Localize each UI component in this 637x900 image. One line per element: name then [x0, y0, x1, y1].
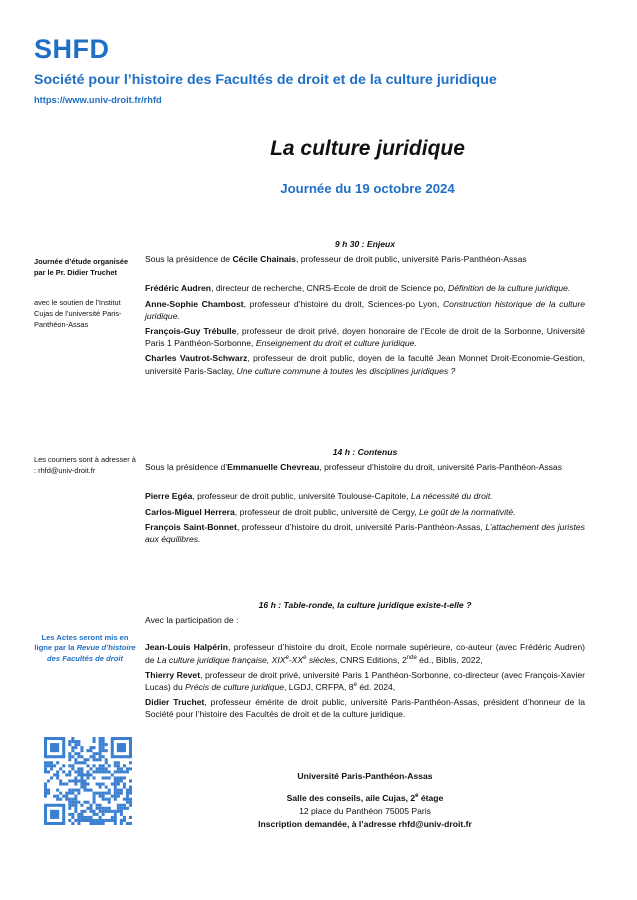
participant-role: , professeur d’histoire du droit, Ecole normale supérieure, co-auteur (avec Frédéric Audren) de — [145, 642, 585, 665]
book-title — [157, 655, 335, 665]
talk-title: Enseignement du droit et culture juridique. — [255, 338, 417, 349]
publication-info: , CNRS Editions, 2 — [335, 654, 407, 665]
talk-title: Définition de la culture juridique. — [448, 283, 571, 294]
speaker-name: François-Guy Trébulle — [145, 326, 237, 337]
talk-title: Le goût de la normativité. — [419, 506, 516, 517]
participant-name: Jean-Louis Halpérin — [145, 642, 229, 653]
superscript: e — [415, 793, 419, 800]
publication-info: éd. 2024, — [356, 682, 396, 693]
room-text: Salle des conseils, aile Cujas, 2 — [286, 793, 416, 803]
registration-note: Inscription demandée, à l’adresse rhfd@univ-droit.fr — [258, 819, 472, 829]
society-url[interactable]: https://www.univ-droit.fr/rhfd — [34, 95, 162, 105]
speaker-name: Charles Vautrot-Schwarz — [145, 353, 248, 364]
participant — [145, 641, 585, 665]
qr-code-icon[interactable] — [44, 737, 132, 825]
session-enjeux — [145, 238, 585, 377]
chair-post: , professeur d’histoire du droit, université Paris-Panthéon-Assas — [319, 462, 563, 473]
participant — [145, 669, 585, 693]
speaker — [145, 490, 585, 502]
publication-info: , LGDJ, CRFPA, 8 — [284, 682, 354, 693]
session-chair — [145, 461, 585, 473]
book-title-part: -XX — [288, 654, 304, 665]
publication-info: éd., Biblis, 2022, — [416, 654, 483, 665]
chair-pre: Sous la présidence d’ — [145, 462, 228, 473]
speaker-role: , professeur de droit privé, doyen honoraire de l’Ecole de droit de la Sorbonne, Université Paris 1 Panthéon-Sorbonne, — [145, 326, 586, 349]
book-title-part: La culture juridique française, XIX — [156, 654, 286, 665]
session-chair — [145, 253, 585, 265]
superscript: e — [353, 682, 357, 689]
sidebar-actes-note — [34, 633, 136, 664]
society-full-name: Société pour l’histoire des Facultés de droit et de la culture juridique — [34, 72, 497, 88]
speaker — [145, 506, 585, 518]
participant-name: Didier Truchet — [145, 697, 205, 708]
venue-footer — [145, 770, 585, 831]
book-title-part: siècles — [306, 654, 336, 665]
speaker — [145, 298, 585, 322]
session-intro: Avec la participation de : — [145, 615, 239, 626]
superscript: e — [285, 654, 289, 661]
speaker-role: , directeur de recherche, CNRS-Ecole de droit de Science po, — [211, 283, 448, 294]
speaker-name: François Saint-Bonnet — [145, 521, 237, 532]
book-title: Précis de culture juridique — [185, 682, 285, 693]
speaker-role: , professeur de droit public, université Toulouse-Capitole, — [192, 491, 411, 502]
participant — [145, 696, 585, 720]
actes-text: Les Actes seront mis en ligne par la — [34, 633, 129, 653]
speaker — [145, 521, 585, 545]
speaker-role: , professeur de droit public, université de Cergy, — [234, 506, 420, 517]
participant-name: Thierry Revet — [145, 669, 201, 680]
speaker — [145, 325, 585, 349]
chair-name: Cécile Chainais — [232, 254, 296, 265]
talk-title: La nécessité du droit. — [410, 491, 493, 502]
session-heading: 14 h : Contenus — [332, 447, 398, 457]
chair-name: Emmanuelle Chevreau — [227, 462, 320, 473]
speaker — [145, 282, 585, 294]
speaker — [145, 352, 585, 376]
session-table-ronde — [145, 599, 585, 721]
room-text: étage — [418, 793, 444, 803]
chair-pre: Sous la présidence de — [145, 254, 231, 265]
talk-title: Une culture commune à toutes les disciplines juridiques ? — [236, 365, 456, 376]
sidebar-mail-note: Les courriers sont à adresser à : rhfd@univ-droit.fr — [34, 455, 136, 475]
document-title: La culture juridique — [270, 137, 465, 160]
sidebar-support-note: avec le soutien de l’Institut Cujas de l’université Paris-Panthéon-Assas — [34, 298, 122, 329]
venue-address: 12 place du Panthéon 75005 Paris — [299, 806, 431, 816]
venue-room — [145, 792, 585, 805]
event-date: Journée du 19 octobre 2024 — [280, 181, 455, 196]
talk-title: Construction historique de la culture juridique. — [145, 298, 585, 321]
speaker-role: , professeur d’histoire du droit, Sciences-po Lyon, — [243, 298, 443, 309]
venue-university: Université Paris-Panthéon-Assas — [297, 771, 433, 781]
sidebar-organiser-note: Journée d’étude organisée par le Pr. Didier Truchet — [34, 257, 129, 277]
speaker-role: , professeur de droit public, doyen de la faculté Jean Monnet Droit-Economie-Gestion, université Paris-Saclay, — [145, 353, 585, 376]
participant-role: , professeur de droit privé, université Paris 1 Panthéon-Sorbonne, co-directeur (avec François-Xavier Lucas) du — [145, 669, 585, 693]
superscript: nde — [406, 654, 417, 661]
superscript: e — [303, 654, 307, 661]
talk-title: L’attachement des juristes aux équilibres. — [145, 521, 585, 545]
speaker-name: Frédéric Audren — [145, 283, 212, 294]
session-contenus — [145, 446, 585, 545]
speaker-name: Anne-Sophie Chambost — [145, 298, 244, 309]
session-heading: 16 h : Table-ronde, la culture juridique existe-t-elle ? — [258, 600, 472, 610]
chair-post: , professeur de droit public, université Paris-Panthéon-Assas — [295, 254, 527, 265]
speaker-name: Pierre Egéa — [145, 491, 193, 502]
session-heading: 9 h 30 : Enjeux — [334, 239, 396, 249]
speaker-name: Carlos-Miguel Herrera — [145, 506, 235, 517]
actes-journal: Revue d’histoire des Facultés de droit — [47, 643, 136, 663]
speaker-role: , professeur d’histoire du droit, université Paris-Panthéon-Assas, — [236, 521, 486, 532]
participant-role: , professeur émérite de droit public, université Paris-Panthéon-Assas, président d’honneur de la Société pour l’histoire des Facultés de droit et de la culture juridique. — [145, 697, 585, 720]
society-acronym: SHFD — [34, 34, 110, 64]
